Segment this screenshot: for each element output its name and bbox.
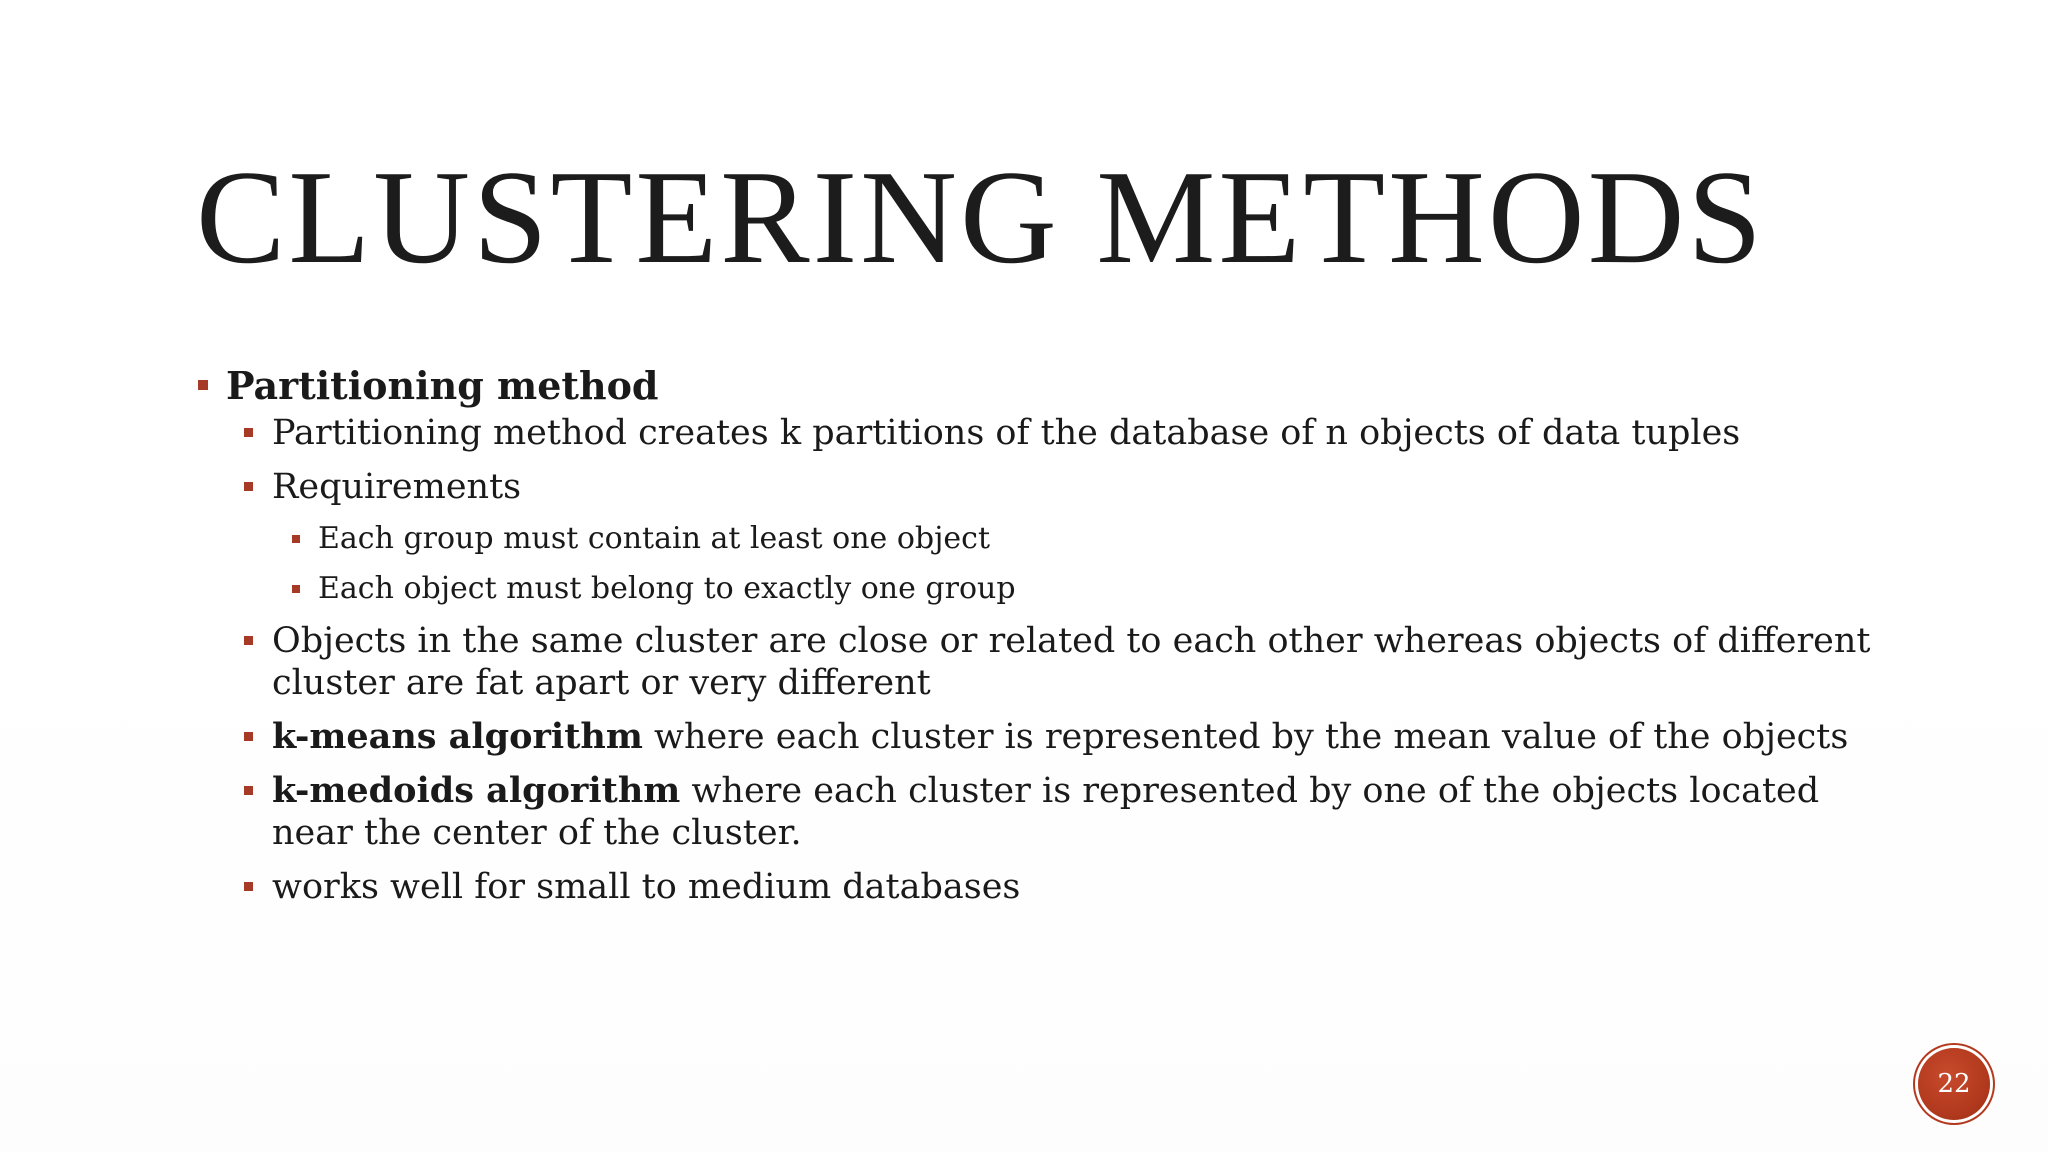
- square-bullet-icon: [244, 428, 253, 437]
- bullet-creates-partitions: [242, 412, 1886, 454]
- bullet-text: Objects in the same cluster are close or related to each other whereas objects of different cluster are fat apart or very different: [272, 621, 1871, 703]
- bullet-text: Requirements: [272, 467, 522, 507]
- square-bullet-icon: [244, 882, 253, 891]
- square-bullet-icon: [244, 786, 253, 795]
- bullet-text: where each cluster is represented by one of the objects located near the center of the cluster.: [272, 771, 1820, 853]
- bullet-list: [196, 362, 1886, 920]
- bullet-text: where each cluster is represented by the mean value of the objects: [642, 717, 1849, 757]
- square-bullet-icon: [244, 732, 253, 741]
- bullet-requirements: [242, 466, 1886, 508]
- page-number-badge: [1918, 1048, 1990, 1120]
- bullet-objects-same-cluster: [242, 620, 1886, 704]
- kmedoids-term: k-medoids algorithm: [272, 770, 681, 811]
- bullet-req-one-group: [290, 570, 1886, 608]
- bullet-text: Partitioning method: [226, 363, 659, 408]
- square-bullet-icon: [244, 636, 253, 645]
- square-bullet-icon: [292, 535, 300, 543]
- page-number: 22: [1937, 1069, 1971, 1099]
- slide-title: CLUSTERING METHODS: [196, 143, 1765, 291]
- square-bullet-icon: [198, 380, 208, 390]
- bullet-kmedoids: [242, 770, 1886, 854]
- bullet-works-well: [242, 866, 1886, 908]
- bullet-kmeans: [242, 716, 1886, 758]
- kmeans-term: k-means algorithm: [272, 716, 643, 757]
- bullet-text: works well for small to medium databases: [272, 867, 1021, 907]
- bullet-text: Each object must belong to exactly one group: [318, 571, 1016, 606]
- bullet-req-one-object: [290, 520, 1886, 558]
- bullet-text: Partitioning method creates k partitions of the database of n objects of data tuples: [272, 413, 1741, 453]
- square-bullet-icon: [244, 482, 253, 491]
- bullet-partitioning-method: [196, 362, 1886, 410]
- square-bullet-icon: [292, 585, 300, 593]
- bullet-text: Each group must contain at least one object: [318, 521, 990, 556]
